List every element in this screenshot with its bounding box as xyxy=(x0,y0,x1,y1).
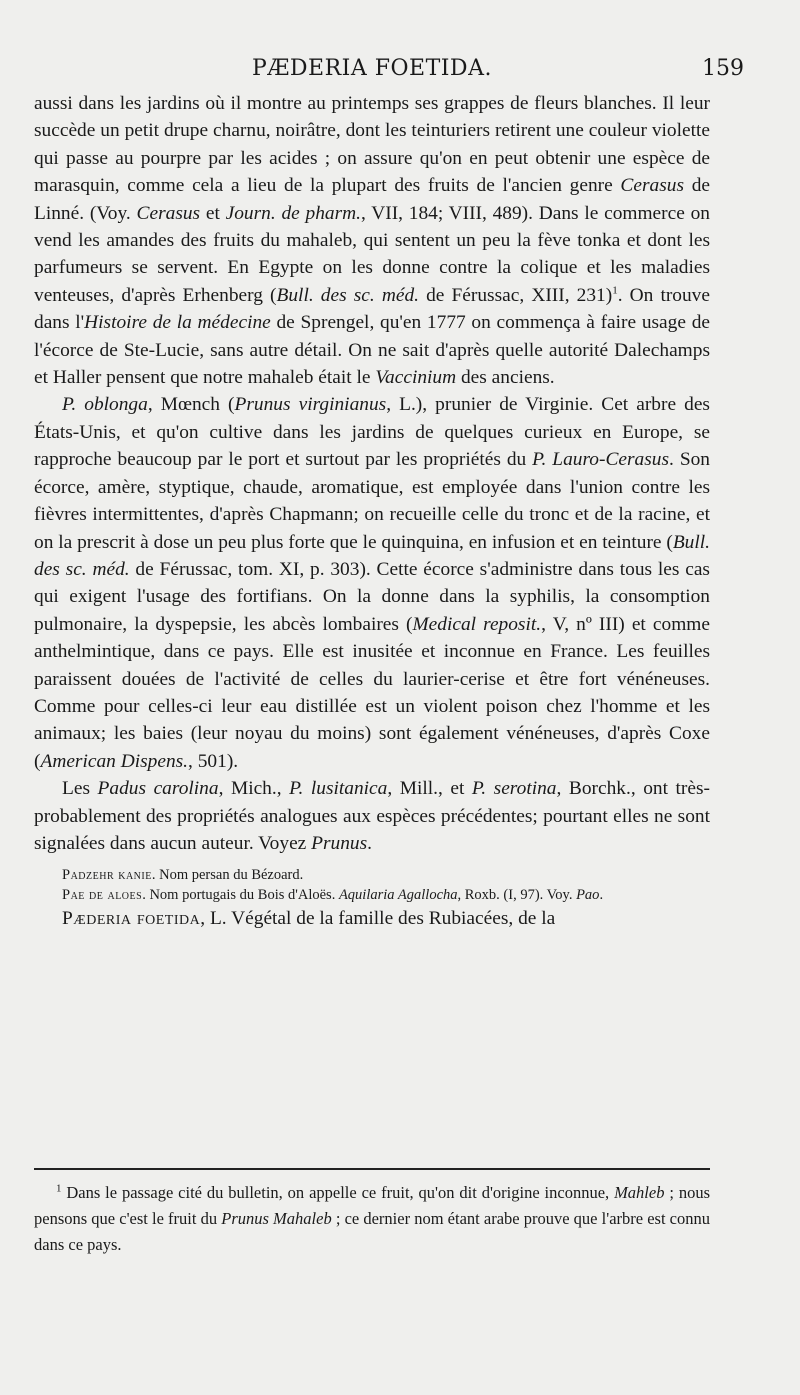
paragraph-padus: Les Padus carolina, Mich., P. lusitanica, Mill., et P. serotina, Borchk., ont très-probablement des propriétés analogues aux espèces précédentes; pourtant elles ne sont signalées dans aucun auteur. Voyez Prunus. xyxy=(34,778,710,854)
main-text xyxy=(34,90,710,933)
footnote: $^1$ Dans le passage cité du bulletin, on appelle ce fruit, qu'on dit d'origine inconnue, Mahleb ; nous pensons que c'est le fruit du Prunus Mahaleb ; ce dernier nom étant arabe prouve que l'arbre est connu dans ce pays. xyxy=(34,1182,711,1254)
page-number: 159 xyxy=(702,56,744,81)
entry-paederia-foetida: Pæderia foetida, L. Végétal de la famille des Rubiacées, de la xyxy=(62,908,556,930)
minor-entries xyxy=(34,865,710,905)
footnote-divider xyxy=(34,1168,710,1170)
running-title: PÆDERIA FOETIDA. xyxy=(252,56,492,81)
footnote-mark: 1 xyxy=(56,1182,62,1195)
footnote-reference: 1 xyxy=(612,284,618,297)
paragraph-p-oblonga: P. oblonga, Mœnch (Prunus virginianus, L.), prunier de Virginie. Cet arbre des États-Unis, et qu'on cultive dans les jardins de quelques curieux en Europe, se rapproche beaucoup par le port et surtout par les propriétés du P. Lauro-Cerasus. Son écorce, amère, styptique, chaude, aromatique, est employée dans l'union contre les fièvres intermittentes, d'après Chapmann; on recueille celle du tronc et de la racine, et on la prescrit à dose un peu plus forte que le quinquina, en infusion et en teinture (Bull. des sc. méd. de Férussac, tom. XI, p. 303). Cette écorce s'administre dans tous les cas qui exigent l'usage des fortifians. On la donne dans la syphilis, la consomption pulmonaire, la dyspepsie, les abcès lombaires (Medical reposit., V, nº III) et comme anthelmintique, dans ce pays. Elle est inusitée et inconnue en France. Les feuilles paraissent douées de l'activité de celles du laurier-cerise et être fort vénéneuses. Comme pour celles-ci leur eau distillée est un violent poison chez l'homme et les animaux; les baies (leur noyau du moins) sont également vénéneuses, d'après Coxe (American Dispens., 501). xyxy=(34,394,710,772)
paragraph-mahaleb: aussi dans les jardins où il montre au printemps ses grappes de fleurs blanches. Il leur succède un petit drupe charnu, noirâtre, dont les teinturiers retirent une couleur violette qui passe au pourpre par les acides ; on assure qu'on en peut obtenir une espèce de marasquin, comme cela a lieu de la plupart des fruits de l'ancien genre Cerasus de Linné. (Voy. Cerasus et Journ. de pharm., VII, 184; VIII, 489). Dans le commerce on vend les amandes des fruits du mahaleb, qui sentent un peu la fève tonka et dont les parfumeurs se servent. En Egypte on les donne contre la colique et les maladies venteuses, d'après Erhenberg (Bull. des sc. méd. de Férussac, XIII, 231)$^1$. On trouve dans l'Histoire de la médecine de Sprengel, qu'en 1777 on commença à faire usage de l'écorce de Ste-Lucie, sans autre détail. On ne sait d'après quelle autorité Dalechamps et Haller pensent que notre mahaleb était le Vaccinium des anciens. xyxy=(34,93,710,389)
page-header xyxy=(34,56,744,86)
entry-padzehr-kanie: Padzehr kanie. Nom persan du Bézoard. xyxy=(62,867,304,884)
entry-pae-de-aloes: Pae de aloes. Nom portugais du Bois d'Aloës. Aquilaria Agallocha, Roxb. (I, 97). Voy. Pao. xyxy=(62,887,604,904)
